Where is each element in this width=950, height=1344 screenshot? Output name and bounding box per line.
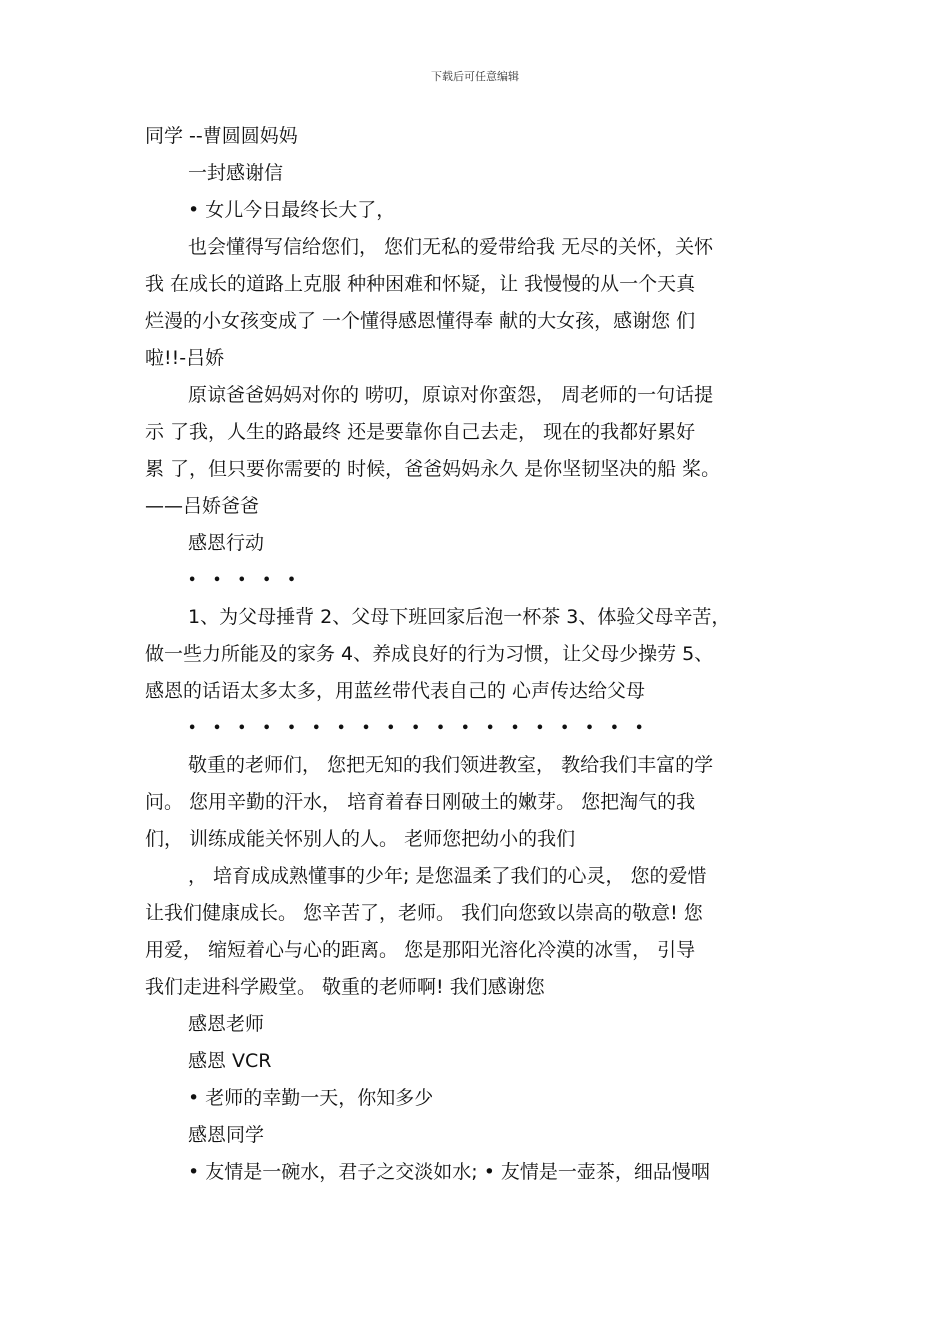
text-line: ， 培育成成熟懂事的少年; 是您温柔了我们的心灵， 您的爱惜 (188, 865, 707, 887)
text-line: 感恩的话语太多太多，用蓝丝带代表自己的 心声传达给父母 (145, 680, 646, 702)
section-heading: 感恩 VCR (188, 1050, 272, 1072)
text-line: 敬重的老师们， 您把无知的我们领进教室， 教给我们丰富的学 (188, 754, 714, 776)
text-line: 原谅爸爸妈妈对你的 唠叨，原谅对你蛮怨， 周老师的一句话提 (188, 384, 714, 406)
text-line: • 友情是一碗水，君子之交淡如水; • 友情是一壶茶，细品慢咽 (188, 1161, 710, 1183)
text-line: 们， 训练成能关怀别人的人。 老师您把幼小的我们 (145, 828, 576, 850)
text-line: 烂漫的小女孩变成了 一个懂得感恩懂得奉 献的大女孩，感谢您 们 (145, 310, 696, 332)
document-body (145, 118, 815, 1191)
text-line: 让我们健康成长。 您辛苦了，老师。 我们向您致以崇高的敬意! 您 (145, 902, 703, 924)
text-line: 累 了，但只要你需要的 时候，爸爸妈妈永久 是你坚韧坚决的船 桨。 (145, 458, 721, 480)
page-header-note: 下载后可任意编辑 (431, 70, 519, 83)
text-line: 用爱， 缩短着心与心的距离。 您是那阳光溶化冷漠的冰雪， 引导 (145, 939, 696, 961)
section-heading: 感恩同学 (188, 1124, 265, 1146)
text-line: • 女儿今日最终长大了， (188, 199, 396, 221)
text-line: 1、为父母捶背 2、父母下班回家后泡一杯茶 3、体验父母辛苦， (188, 606, 731, 628)
text-line: ——吕娇爸爸 (145, 495, 260, 517)
text-line: 我们走进科学殿堂。 敬重的老师啊! 我们感谢您 (145, 976, 545, 998)
text-line: 一封感谢信 (188, 162, 284, 184)
text-line: 问。 您用辛勤的汗水， 培育着春日刚破土的嫩芽。 您把淘气的我 (145, 791, 696, 813)
text-line: 做一些力所能及的家务 4、养成良好的行为习惯，让父母少操劳 5、 (145, 643, 714, 665)
text-line: 同学 --曹圆圆妈妈 (145, 125, 298, 147)
section-heading: 感恩行动 (188, 532, 265, 554)
text-line: 也会懂得写信给您们， 您们无私的爱带给我 无尽的关怀，关怀 (188, 236, 714, 258)
text-line: 啦!!-吕娇 (145, 347, 225, 369)
bullet-separator: • • • • • (188, 573, 302, 588)
bullet-separator: • • • • • • • • • • • • • • • • • • • (188, 721, 650, 736)
text-line: 我 在成长的道路上克服 种种困难和怀疑，让 我慢慢的从一个天真 (145, 273, 696, 295)
section-heading: 感恩老师 (188, 1013, 265, 1035)
text-line: • 老师的幸勤一天，你知多少 (188, 1087, 434, 1109)
text-line: 示 了我，人生的路最终 还是要靠你自己去走， 现在的我都好累好 (145, 421, 696, 443)
